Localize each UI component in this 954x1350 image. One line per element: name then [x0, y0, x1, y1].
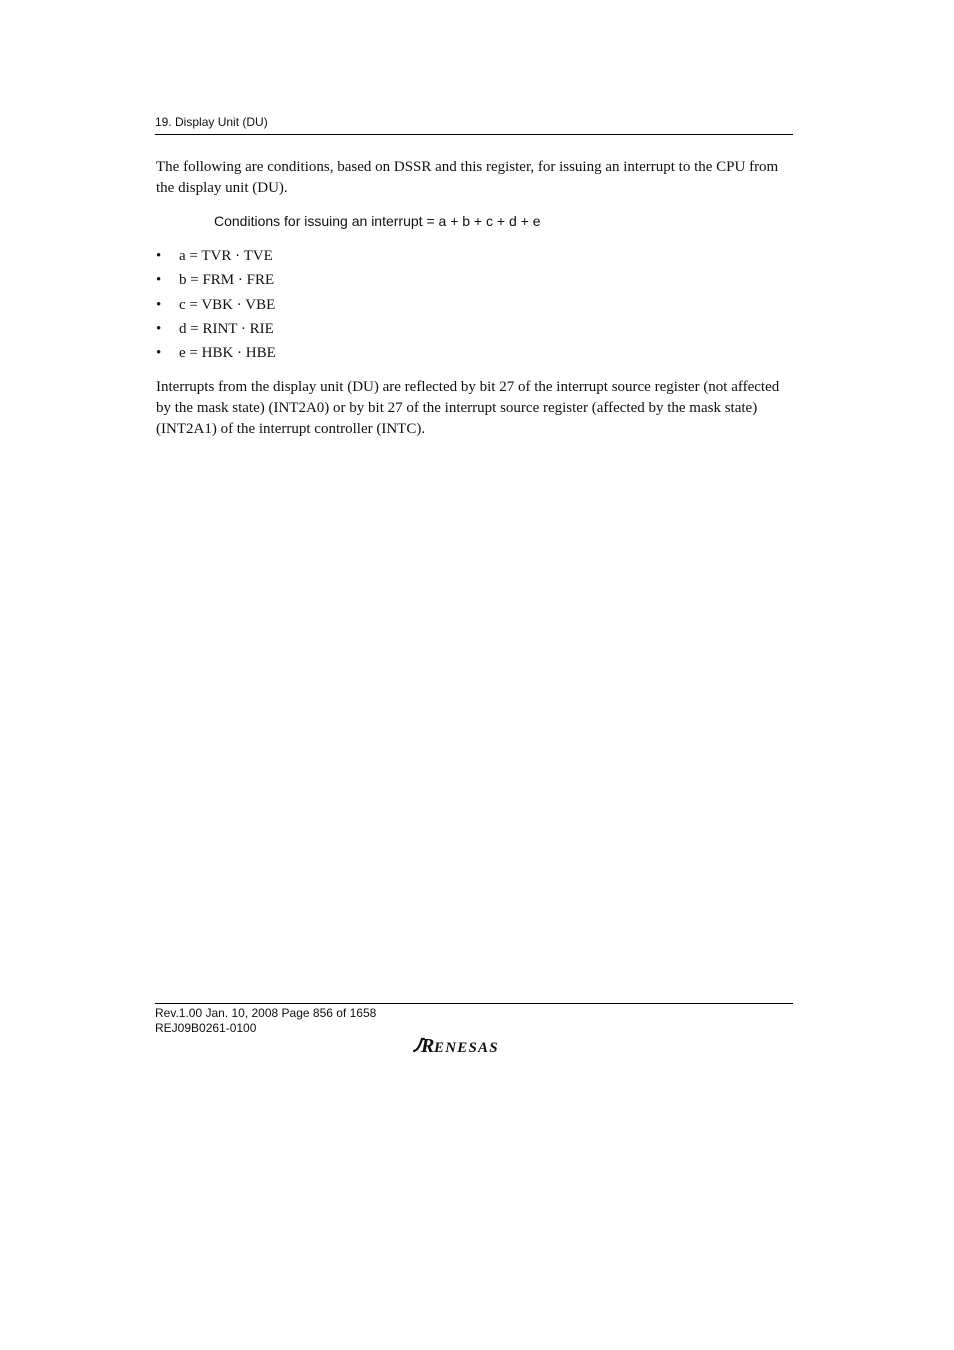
intro-paragraph: The following are conditions, based on DSSR and this register, for issuing an interrupt to the CPU from the display unit (DU). [156, 159, 779, 196]
list-item [156, 343, 794, 367]
renesas-logo [412, 1034, 536, 1061]
condition-d: d = RINT · RIE [179, 320, 274, 337]
svg-text:R: R [421, 1035, 435, 1056]
condition-list [156, 246, 794, 367]
list-item [156, 246, 794, 270]
renesas-logo-icon [412, 1034, 536, 1056]
bullet-icon: • [156, 248, 162, 264]
bullet-icon: • [156, 296, 162, 313]
condition-e: e = HBK · HBE [179, 345, 276, 362]
section-title: 19. Display Unit (DU) [155, 115, 268, 129]
list-item [156, 270, 794, 294]
bullet-icon: • [156, 345, 162, 362]
page-footer [155, 1003, 793, 1036]
svg-text:ENESAS: ENESAS [434, 1040, 499, 1056]
page-header [155, 115, 793, 135]
interrupt-formula: Conditions for issuing an interrupt = a + b + c + d + e [214, 213, 541, 229]
condition-a: a = TVR · TVE [179, 248, 273, 264]
condition-b: b = FRM · FRE [179, 272, 275, 289]
page-body [156, 157, 794, 440]
list-item [156, 319, 794, 343]
closing-paragraph: Interrupts from the display unit (DU) are reflected by bit 27 of the interrupt source register (not affected by the mask state) (INT2A0) or by bit 27 of the interrupt source register (affected by the mask state) (INT2A1) of the interrupt controller (INTC). [156, 379, 780, 438]
condition-c: c = VBK · VBE [179, 296, 276, 313]
bullet-icon: • [156, 320, 162, 337]
revision-info: Rev.1.00 Jan. 10, 2008 Page 856 of 1658 [155, 1006, 377, 1020]
list-item [156, 295, 794, 319]
bullet-icon: • [156, 272, 162, 289]
document-code: REJ09B0261-0100 [155, 1021, 257, 1035]
